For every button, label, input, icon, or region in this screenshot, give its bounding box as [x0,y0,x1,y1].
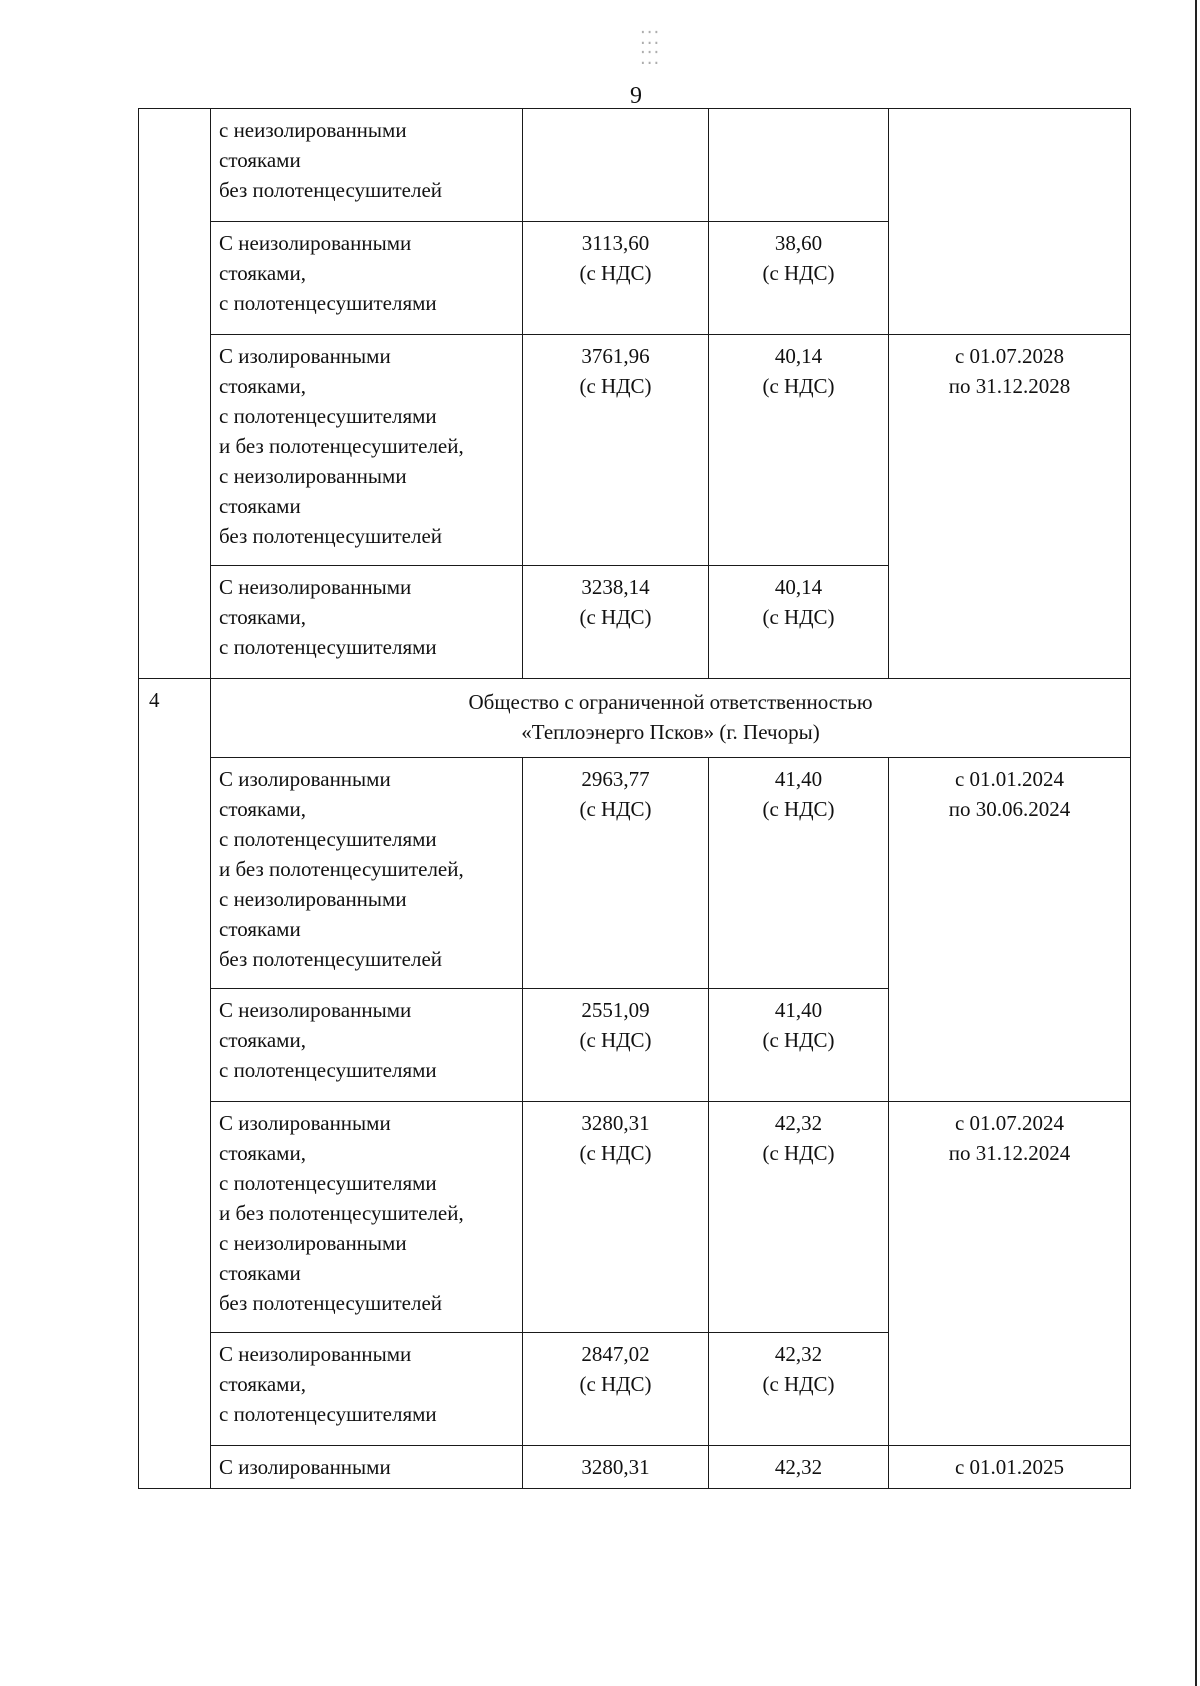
component-value-cell: 3113,60 (с НДС) [523,222,709,335]
energy-value-cell: 42,32 (с НДС) [709,1333,889,1446]
component-value-cell: 3280,31 (с НДС) [523,1102,709,1333]
period-cell [889,109,1131,335]
component-value-cell: 3280,31 [523,1446,709,1489]
energy-value-cell: 42,32 (с НДС) [709,1102,889,1333]
period-cell: с 01.01.2025 [889,1446,1131,1489]
riser-type-cell: С неизолированными стояками, с полотенцесушителями [211,566,523,679]
energy-value-cell: 41,40 (с НДС) [709,758,889,989]
energy-value-cell: 38,60 (с НДС) [709,222,889,335]
riser-type-cell: С изолированными стояками, с полотенцесушителями и без полотенцесушителей, с неизолированными стояками без полотенцесушителей [211,1102,523,1333]
energy-value-cell: 40,14 (с НДС) [709,566,889,679]
table-row-organization [139,679,1131,758]
riser-type-cell: С неизолированными стояками, с полотенцесушителями [211,1333,523,1446]
faint-stamp-mark: ⁚⁚⁚ ⁚⁚⁚ [640,28,661,68]
component-value-cell: 2847,02 (с НДС) [523,1333,709,1446]
energy-value-cell [709,109,889,222]
table-row [139,1102,1131,1333]
period-cell: с 01.07.2024 по 31.12.2024 [889,1102,1131,1446]
row-number-cell: 4 [139,679,211,1489]
table-row [139,109,1131,222]
period-cell: с 01.07.2028 по 31.12.2028 [889,335,1131,679]
page-number: 9 [630,83,642,109]
energy-value-cell: 41,40 (с НДС) [709,989,889,1102]
tariff-table [138,108,1131,1489]
component-value-cell: 2551,09 (с НДС) [523,989,709,1102]
page-edge-line [1195,0,1197,1686]
organization-name-cell: Общество с ограниченной ответственностью «Теплоэнерго Псков» (г. Печоры) [211,679,1131,758]
component-value-cell: 2963,77 (с НДС) [523,758,709,989]
row-number-cell [139,109,211,679]
riser-type-cell: С неизолированными стояками, с полотенцесушителями [211,989,523,1102]
component-value-cell [523,109,709,222]
table-row [139,758,1131,989]
riser-type-cell: С изолированными стояками, с полотенцесушителями и без полотенцесушителей, с неизолированными стояками без полотенцесушителей [211,758,523,989]
energy-value-cell: 42,32 [709,1446,889,1489]
riser-type-cell: С изолированными [211,1446,523,1489]
riser-type-cell: С изолированными стояками, с полотенцесушителями и без полотенцесушителей, с неизолированными стояками без полотенцесушителей [211,335,523,566]
period-cell: с 01.01.2024 по 30.06.2024 [889,758,1131,1102]
riser-type-cell: с неизолированными стояками без полотенцесушителей [211,109,523,222]
energy-value-cell: 40,14 (с НДС) [709,335,889,566]
table-row [139,1446,1131,1489]
component-value-cell: 3761,96 (с НДС) [523,335,709,566]
table-row [139,335,1131,566]
riser-type-cell: С неизолированными стояками, с полотенцесушителями [211,222,523,335]
component-value-cell: 3238,14 (с НДС) [523,566,709,679]
